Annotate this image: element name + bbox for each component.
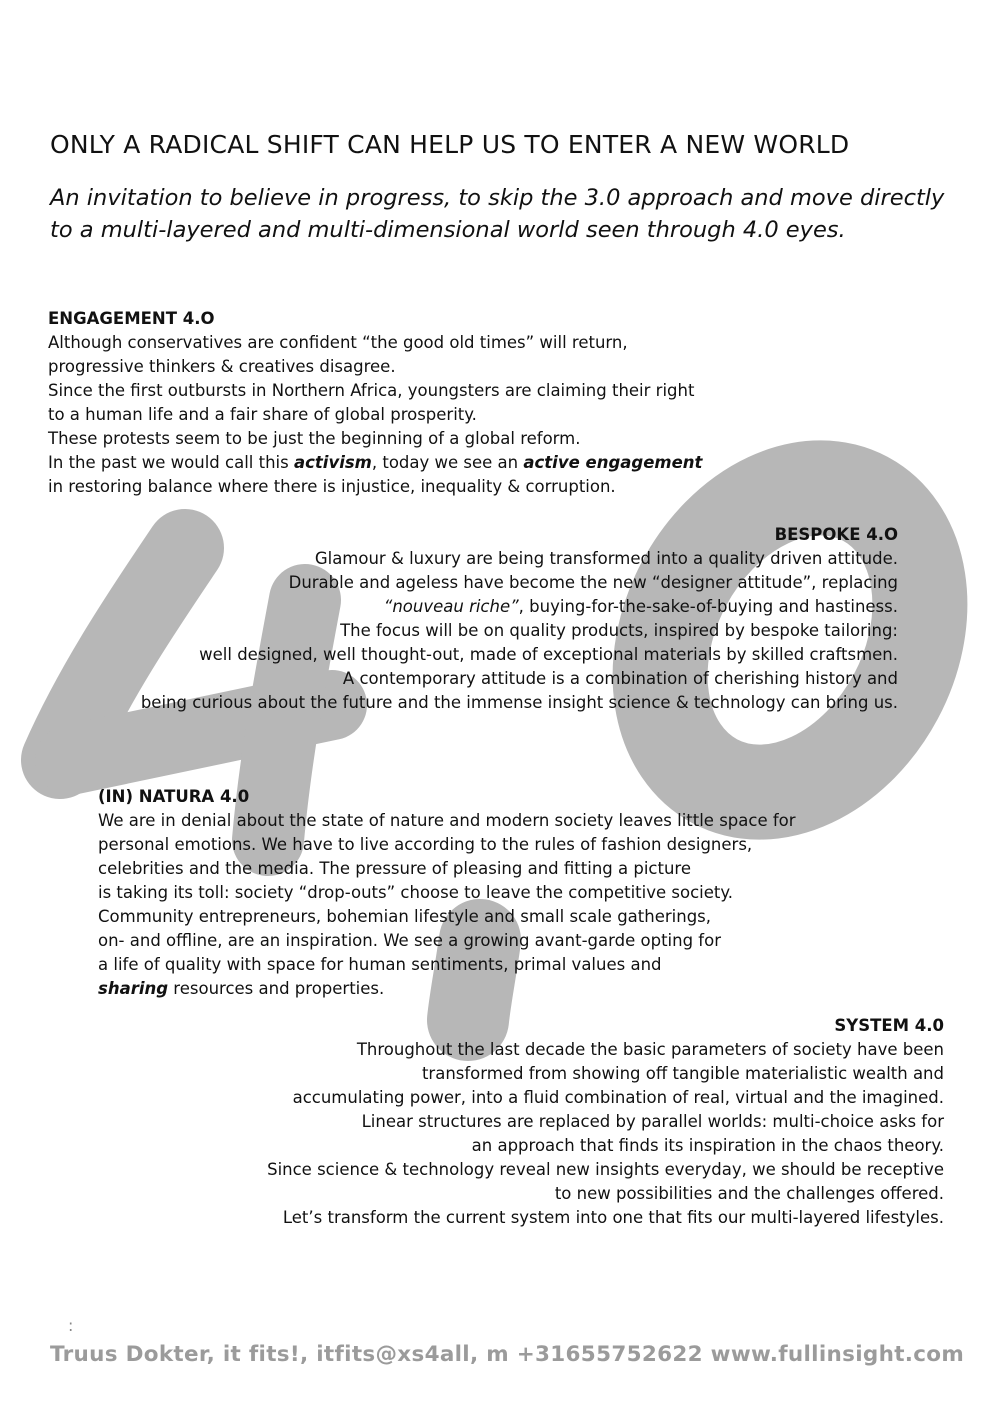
body-line: being curious about the future and the immense insight science & technology can bring us.: [140, 693, 898, 712]
section-body: [98, 809, 796, 1001]
body-line: We are in denial about the state of nature and modern society leaves little space for: [98, 811, 796, 830]
system-section: [267, 1014, 944, 1230]
body-line: Throughout the last decade the basic parameters of society have been: [356, 1040, 944, 1059]
body-line: [141, 595, 898, 619]
body-line: accumulating power, into a fluid combination of real, virtual and the imagined.: [292, 1088, 944, 1107]
engagement-section: [48, 307, 702, 499]
footer-contact: Truus Dokter, it fits!, itfits@xs4all, m +31655752622 www.fullinsight.com: [50, 1342, 965, 1367]
footer-colon: :: [68, 1316, 74, 1335]
body-line: Since science & technology reveal new insights everyday, we should be receptive: [267, 1160, 944, 1179]
body-line: in restoring balance where there is injustice, inequality & corruption.: [48, 477, 616, 496]
body-line: to new possibilities and the challenges offered.: [554, 1184, 944, 1203]
body-line: progressive thinkers & creatives disagree.: [48, 357, 396, 376]
body-line: a life of quality with space for human sentiments, primal values and: [98, 955, 662, 974]
body-line: [98, 977, 796, 1001]
section-body: [267, 1038, 944, 1230]
section-heading: SYSTEM 4.0: [834, 1016, 944, 1035]
section-heading: (IN) NATURA 4.0: [98, 787, 250, 806]
body-line: Since the first outbursts in Northern Africa, youngsters are claiming their right: [48, 381, 695, 400]
body-line: Durable and ageless have become the new “designer attitude”, replacing: [288, 573, 898, 592]
body-line: Although conservatives are confident “the good old times” will return,: [48, 333, 628, 352]
subtitle-line: An invitation to believe in progress, to skip the 3.0 approach and move directly to: [50, 185, 945, 243]
subtitle-line: a multi-layered and multi-dimensional world seen through 4.0 eyes.: [79, 217, 846, 243]
body-line: personal emotions. We have to live according to the rules of fashion designers,: [98, 835, 753, 854]
body-line: [48, 451, 702, 475]
body-line: The focus will be on quality products, inspired by bespoke tailoring:: [340, 621, 898, 640]
emphasis-activism: activism: [293, 453, 372, 472]
text-run: resources and properties.: [168, 979, 385, 998]
text-run: In the past we would call this: [48, 453, 294, 472]
body-line: celebrities and the media. The pressure of pleasing and fitting a picture: [98, 859, 691, 878]
emphasis-sharing: sharing: [98, 979, 169, 998]
section-heading: BESPOKE 4.O: [774, 525, 898, 544]
page-title: ONLY A RADICAL SHIFT CAN HELP US TO ENTER A NEW WORLD: [50, 130, 850, 159]
body-line: well designed, well thought-out, made of exceptional materials by skilled craftsmen.: [199, 645, 898, 664]
body-line: transformed from showing off tangible materialistic wealth and: [421, 1064, 944, 1083]
section-heading: ENGAGEMENT 4.O: [48, 309, 215, 328]
body-line: These protests seem to be just the beginning of a global reform.: [48, 429, 581, 448]
body-line: is taking its toll: society “drop-outs” choose to leave the competitive society.: [98, 883, 734, 902]
bespoke-section: [141, 523, 898, 715]
text-run: , today we see an: [371, 453, 524, 472]
section-body: [48, 331, 702, 499]
body-line: an approach that finds its inspiration in the chaos theory.: [471, 1136, 944, 1155]
emphasis-active-engagement: active engagement: [523, 453, 703, 472]
subtitle: [50, 182, 960, 246]
body-line: A contemporary attitude is a combination of cherishing history and: [342, 669, 898, 688]
body-line: Linear structures are replaced by parallel worlds: multi-choice asks for: [361, 1112, 944, 1131]
text-run: , buying-for-the-sake-of-buying and hastiness.: [518, 597, 898, 616]
body-line: Community entrepreneurs, bohemian lifestyle and small scale gatherings,: [98, 907, 712, 926]
natura-section: [98, 785, 796, 1001]
body-line: Let’s transform the current system into one that fits our multi-layered lifestyles.: [282, 1208, 944, 1227]
body-line: on- and offline, are an inspiration. We see a growing avant-garde opting for: [98, 931, 721, 950]
emphasis-nouveau-riche: “nouveau riche”: [383, 597, 519, 616]
section-body: [141, 547, 898, 715]
body-line: to a human life and a fair share of global prosperity.: [48, 405, 477, 424]
body-line: Glamour & luxury are being transformed into a quality driven attitude.: [314, 549, 898, 568]
